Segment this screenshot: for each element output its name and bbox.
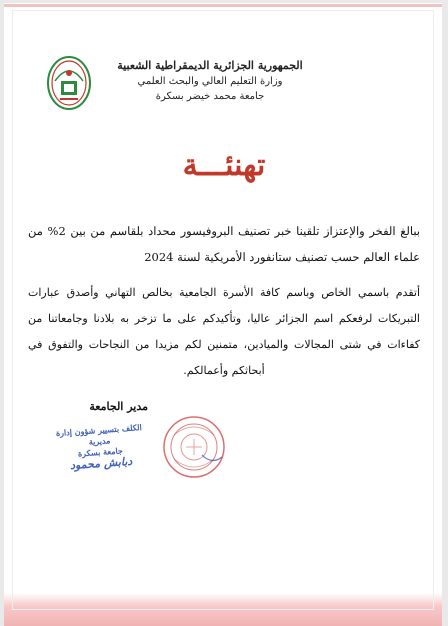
document-title: تهنئـــة <box>182 148 266 183</box>
stamp-line-1: الكلف بتسيير شؤون إدارة مديرية <box>55 422 143 447</box>
ministry-name: وزارة التعليم العالي والبحث العلمي <box>137 76 283 87</box>
stamp-line-2: جامعة بسكرة <box>77 445 124 459</box>
official-stamp <box>44 421 157 473</box>
university-name: جامعة محمد خيضر بسكرة <box>155 91 265 102</box>
ministry-header <box>100 58 320 104</box>
announcement-paragraph: ببالغ الفخر والإعتزاز تلقينا خبر تصنيف البروفيسور محداد بلقاسم من بين 2% من علماء العالم حسب تصنيف ستانفورد الأمريكية لسنة 2024 <box>28 224 420 264</box>
university-logo <box>46 55 92 111</box>
congratulation-paragraph: أتقدم باسمي الخاص وباسم كافة الأسرة الجامعية بخالص التهاني وأصدق عبارات التبريكات لرفعكم اسم الجزائر عاليا، وتأكيدكم على ما تزخر به بلادنا وجامعاتنا من كفاءات في شتى المجالات والميادين، متمنين لكم مزيدا من النجاحات والتفوق في أبحاثكم وأعمالكم. <box>28 286 420 377</box>
top-border <box>4 4 442 7</box>
signature-title: مدير الجامعة <box>89 400 148 413</box>
stamp-signature-name: دبابش محمود <box>69 454 133 473</box>
country-name: الجمهورية الجزائرية الديمقراطية الشعبية <box>117 59 303 72</box>
round-seal <box>162 415 226 479</box>
